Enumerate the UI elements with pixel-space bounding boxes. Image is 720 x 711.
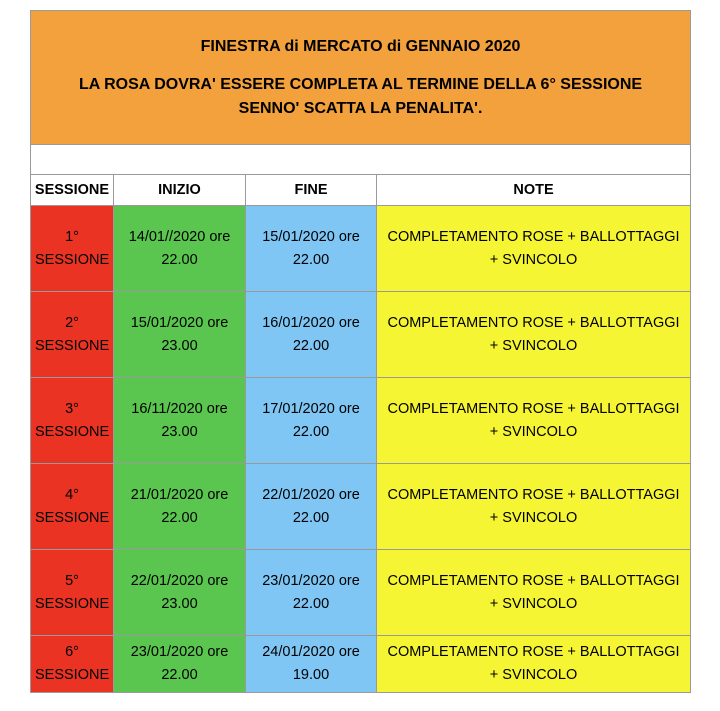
note-text: COMPLETAMENTO ROSE + BALLOTTAGGI + SVINCOLO — [387, 486, 680, 526]
note-text: COMPLETAMENTO ROSE + BALLOTTAGGI + SVINCOLO — [387, 314, 680, 354]
end-datetime: 24/01/2020 ore 19.00 — [262, 644, 360, 683]
session-label: 4° SESSIONE — [35, 486, 110, 526]
header-session: SESSIONE — [31, 175, 114, 206]
note-cell — [377, 464, 691, 550]
end-cell — [246, 464, 377, 550]
header-end: FINE — [246, 175, 377, 206]
end-datetime: 23/01/2020 ore 22.00 — [262, 572, 360, 612]
start-datetime: 15/01/2020 ore 23.00 — [130, 314, 229, 354]
header-row — [31, 175, 691, 206]
end-cell — [246, 636, 377, 693]
start-datetime: 16/11/2020 ore 23.00 — [131, 400, 228, 440]
table-row — [31, 636, 691, 693]
start-datetime: 14/01//2020 ore 22.00 — [128, 228, 231, 268]
table-row — [31, 550, 691, 636]
end-cell — [246, 206, 377, 292]
note-text: COMPLETAMENTO ROSE + BALLOTTAGGI + SVINCOLO — [387, 228, 680, 268]
start-cell — [114, 378, 246, 464]
end-datetime: 15/01/2020 ore 22.00 — [262, 228, 360, 268]
banner-notice: LA ROSA DOVRA' ESSERE COMPLETA AL TERMINE DELLA 6° SESSIONE SENNO' SCATTA LA PENALITA'. — [78, 75, 643, 117]
note-cell — [377, 636, 691, 693]
note-cell — [377, 378, 691, 464]
start-cell — [114, 292, 246, 378]
note-text: COMPLETAMENTO ROSE + BALLOTTAGGI + SVINCOLO — [387, 572, 680, 612]
header-start: INIZIO — [114, 175, 246, 206]
start-datetime: 21/01/2020 ore 22.00 — [130, 486, 229, 526]
market-window-table — [30, 10, 691, 693]
session-label: 5° SESSIONE — [35, 572, 110, 612]
bottom-fade — [0, 695, 720, 711]
end-datetime: 16/01/2020 ore 22.00 — [262, 314, 360, 354]
start-datetime: 23/01/2020 ore 22.00 — [130, 644, 229, 683]
start-cell — [114, 464, 246, 550]
session-cell — [31, 550, 114, 636]
end-datetime: 17/01/2020 ore 22.00 — [262, 400, 360, 440]
blank-row — [31, 145, 691, 175]
header-note: NOTE — [377, 175, 691, 206]
note-cell — [377, 550, 691, 636]
end-cell — [246, 292, 377, 378]
note-cell — [377, 206, 691, 292]
session-label: 6° SESSIONE — [35, 644, 110, 683]
note-text: COMPLETAMENTO ROSE + BALLOTTAGGI + SVINCOLO — [387, 400, 680, 440]
table-row — [31, 464, 691, 550]
session-cell — [31, 464, 114, 550]
start-datetime: 22/01/2020 ore 23.00 — [130, 572, 229, 612]
banner-row — [31, 11, 691, 145]
banner-title: FINESTRA di MERCATO di GENNAIO 2020 — [200, 37, 521, 55]
start-cell — [114, 206, 246, 292]
session-cell — [31, 292, 114, 378]
table-row — [31, 292, 691, 378]
banner-cell — [31, 11, 691, 145]
start-cell — [114, 550, 246, 636]
table-row — [31, 378, 691, 464]
note-cell — [377, 292, 691, 378]
session-cell — [31, 378, 114, 464]
session-label: 3° SESSIONE — [35, 400, 110, 440]
session-label: 1° SESSIONE — [35, 228, 110, 268]
session-cell — [31, 636, 114, 693]
end-datetime: 22/01/2020 ore 22.00 — [262, 486, 360, 526]
session-cell — [31, 206, 114, 292]
note-text: COMPLETAMENTO ROSE + BALLOTTAGGI + SVINCOLO — [387, 644, 680, 683]
blank-cell — [31, 145, 691, 175]
table-row — [31, 206, 691, 292]
session-label: 2° SESSIONE — [35, 314, 110, 354]
end-cell — [246, 550, 377, 636]
end-cell — [246, 378, 377, 464]
start-cell — [114, 636, 246, 693]
